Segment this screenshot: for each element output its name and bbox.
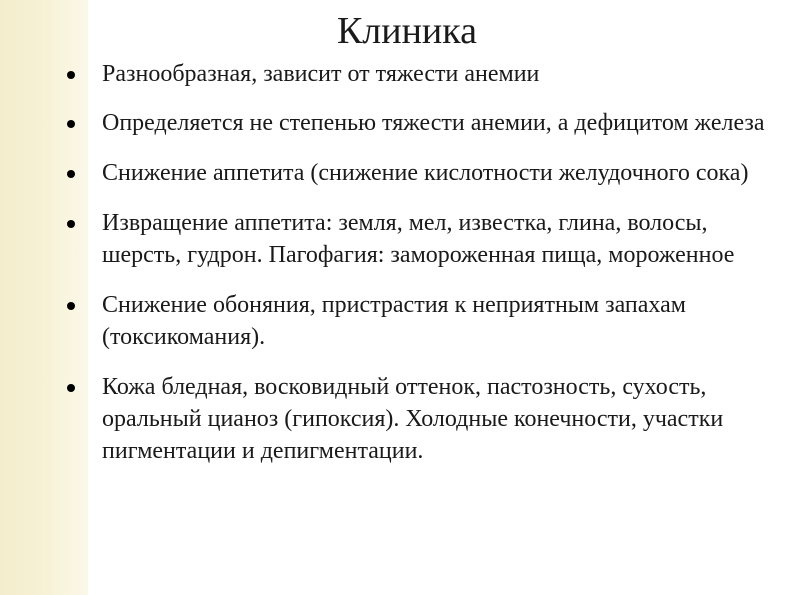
bullet-text: Разнообразная, зависит от тяжести анемии bbox=[102, 61, 540, 87]
slide-title: Клиника bbox=[336, 10, 478, 52]
bullet-list bbox=[67, 58, 767, 485]
bullet-item bbox=[67, 107, 767, 139]
bullet-text: Снижение обоняния, пристрастия к неприятным запахам (токсикомания). bbox=[102, 292, 686, 350]
bullet-dot-icon bbox=[67, 71, 75, 79]
bullet-dot-icon bbox=[67, 120, 75, 128]
bullet-dot-icon bbox=[67, 384, 75, 392]
bullet-dot-icon bbox=[67, 302, 75, 310]
bullet-item bbox=[67, 58, 767, 90]
bullet-dot-icon bbox=[67, 170, 75, 178]
bullet-item bbox=[67, 289, 767, 353]
bullet-text: Извращение аппетита: земля, мел, известка, глина, волосы, шерсть, гудрон. Пагофагия: замороженная пища, мороженное bbox=[102, 210, 735, 268]
bullet-item bbox=[67, 157, 767, 189]
bullet-item bbox=[67, 207, 767, 271]
bullet-dot-icon bbox=[67, 220, 75, 228]
bullet-text: Снижение аппетита (снижение кислотности желудочного сока) bbox=[102, 160, 749, 186]
bullet-text: Определяется не степенью тяжести анемии, а дефицитом железа bbox=[102, 110, 765, 136]
bullet-item bbox=[67, 371, 767, 467]
bullet-text: Кожа бледная, восковидный оттенок, пастозность, сухость, оральный цианоз (гипоксия). Холодные конечности, участки пигментации и депигментации. bbox=[102, 374, 724, 464]
